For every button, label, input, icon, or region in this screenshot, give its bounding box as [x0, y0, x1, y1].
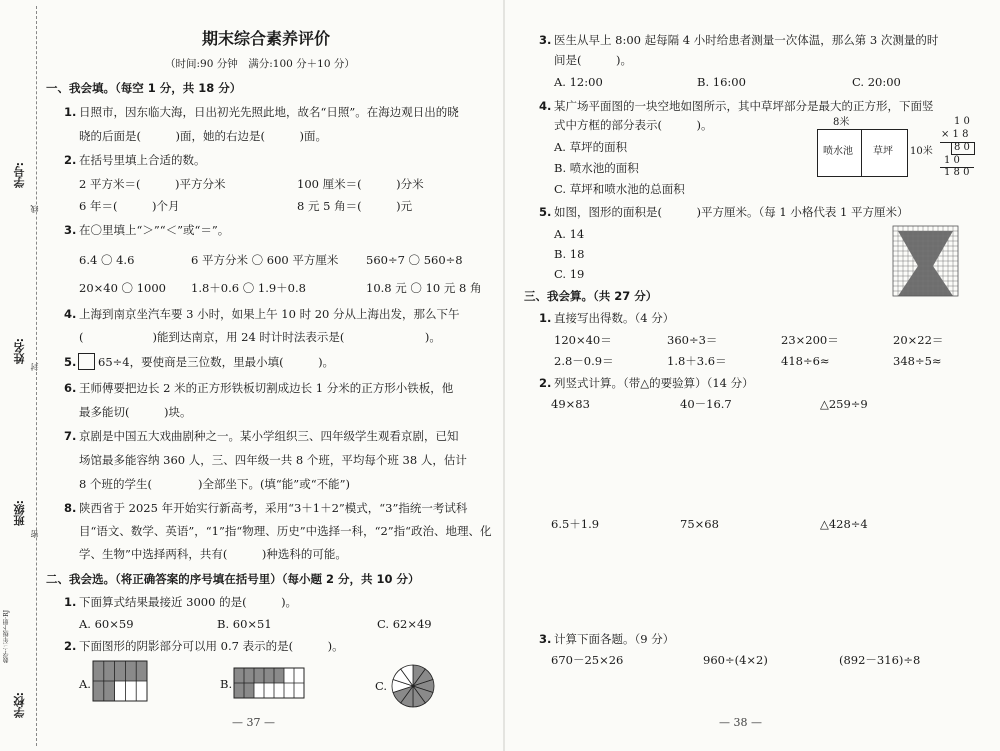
q2-c: 6 年＝( )个月	[79, 199, 180, 213]
book-info: 数学·三年级下册·RJ	[3, 610, 10, 663]
c3-line1: 医生从早上 8:00 起每隔 4 小时给患者测量一次体温，那么第 3 次测量的时	[554, 33, 939, 47]
q3-d: 20×40 〇 1000	[79, 281, 166, 295]
c4-option-a: A. 草坪的面积	[554, 140, 628, 154]
section-choose-heading: 二、我会选。（将正确答案的序号填在括号里）（每小题 2 分，共 10 分）	[46, 572, 420, 586]
binding-dashed-line	[36, 6, 37, 746]
grid-b-shaded-top	[234, 668, 284, 683]
c3-option-a: A. 12:00	[554, 75, 603, 89]
c1-text: 下面算式结果最接近 3000 的是( )。	[79, 595, 298, 609]
c4-fig-top-label: 8米	[833, 117, 850, 128]
school-label: 学校:	[13, 692, 26, 719]
c2-figure-b	[234, 668, 306, 702]
k2-text: 列竖式计算。（带△的要验算）（14 分）	[554, 376, 754, 390]
c4-figure-divider	[861, 129, 862, 177]
q3-text: 在〇里填上“＞”“＜”或“＝”。	[79, 223, 230, 237]
q1-number: 1.	[64, 105, 77, 119]
c3-option-c: C. 20:00	[852, 75, 901, 89]
c5-text: 如图，图形的面积是( )平方厘米。（每 1 小格代表 1 平方厘米）	[554, 205, 909, 219]
q5-number: 5.	[64, 355, 77, 369]
q4-line2: ( )能到达南京，用 24 时计时法表示是( )。	[79, 330, 441, 344]
c5-option-a: A. 14	[554, 227, 585, 241]
q6-line2: 最多能切( )块。	[79, 405, 192, 419]
c5-option-c: C. 19	[554, 267, 585, 281]
q8-line2: 目“语文、数学、英语”，“1”指“物理、历史”中选择一科，“2”指“政治、地理、化	[79, 524, 492, 538]
q2-number: 2.	[64, 153, 77, 167]
binding-margin	[0, 0, 39, 751]
cut-line-mark: 线	[30, 205, 39, 213]
q7-number: 7.	[64, 429, 77, 443]
q5-answer-box	[78, 353, 95, 370]
c4-fig-left-label: 喷水池	[823, 146, 853, 157]
page-title: 期末综合素养评价	[202, 29, 331, 48]
k1-item: 418÷6≈	[781, 354, 830, 368]
q7-line2: 场馆最多能容纳 360 人，三、四年级一共 8 个班，平均每个班 38 人，估计	[79, 453, 467, 467]
k2-number: 2.	[539, 376, 552, 390]
c4-calc-line1: 1 0	[954, 116, 970, 127]
k3-item: 670－25×26	[551, 653, 624, 667]
q2-b: 100 厘米＝( )分米	[297, 177, 424, 191]
k2-item: △259÷9	[820, 397, 868, 411]
c4-calc-line5: 1 8 0	[944, 167, 970, 178]
seal-line-mark: 封	[30, 363, 39, 371]
q1-line1: 日照市，因东临大海，日出初光先照此地，故名“日照”。在海边观日出的晓	[79, 105, 459, 119]
c3-number: 3.	[539, 33, 552, 47]
q8-line1: 陕西省于 2025 年开始实行新高考，采用“3＋1＋2”模式，“3”指统一考试科	[79, 501, 468, 515]
q4-line1: 上海到南京坐汽车要 3 小时，如果上午 10 时 20 分从上海出发，那么下午	[79, 307, 460, 321]
c1-option-a: A. 60×59	[79, 617, 134, 631]
q3-b: 6 平方分米 〇 600 平方厘米	[191, 253, 339, 267]
k3-item: 960÷(4×2)	[703, 653, 768, 667]
class-label: 班级:	[13, 500, 26, 527]
k1-item: 120×40＝	[554, 333, 612, 347]
q5-text: 65÷4，要使商是三位数，里最小填( )。	[98, 355, 335, 369]
k2-item: 49×83	[551, 397, 590, 411]
page-number-left: — 37 —	[232, 716, 275, 729]
c5-number: 5.	[539, 205, 552, 219]
k1-number: 1.	[539, 311, 552, 325]
c2-figure-a	[93, 661, 153, 705]
q8-line3: 学、生物”中选择两科，共有( )种选科的可能。	[79, 547, 347, 561]
k1-item: 348÷5≈	[893, 354, 942, 368]
c2-option-b: B.	[220, 677, 233, 691]
c2-number: 2.	[64, 639, 77, 653]
c3-option-b: B. 16:00	[697, 75, 746, 89]
k3-item: (892－316)÷8	[839, 653, 921, 667]
c2-figure-c	[390, 662, 440, 712]
k2-item: △428÷4	[820, 517, 868, 531]
k1-item: 1.8＋3.6＝	[667, 354, 727, 368]
page-number-right: — 38 —	[719, 716, 762, 729]
k3-text: 计算下面各题。（9 分）	[554, 632, 675, 646]
q2-text: 在括号里填上合适的数。	[79, 153, 206, 167]
k1-item: 2.8－0.9＝	[554, 354, 614, 368]
c2-option-a: A.	[79, 677, 91, 691]
c5-option-b: B. 18	[554, 247, 585, 261]
section-calc-heading: 三、我会算。（共 27 分）	[524, 289, 658, 303]
q3-a: 6.4 〇 4.6	[79, 253, 135, 267]
k1-item: 20×22＝	[893, 333, 944, 347]
c4-line2: 式中方框的部分表示( )。	[554, 118, 713, 132]
c1-option-c: C. 62×49	[377, 617, 432, 631]
c3-line2: 间是( )。	[554, 53, 632, 67]
name-label: 姓名:	[13, 338, 26, 365]
c4-option-b: B. 喷水池的面积	[554, 161, 639, 175]
exam-time-info: （时间:90 分钟 满分:100 分＋10 分）	[165, 58, 355, 70]
page-fold	[503, 0, 505, 751]
q6-number: 6.	[64, 381, 77, 395]
c4-fig-right-label: 草坪	[873, 146, 893, 157]
q3-number: 3.	[64, 223, 77, 237]
c5-figure-grid	[893, 226, 963, 298]
section-fill-heading: 一、我会填。（每空 1 分，共 18 分）	[46, 81, 242, 95]
q7-line1: 京剧是中国五大戏曲剧种之一。某小学组织三、四年级学生观看京剧，已知	[79, 429, 459, 443]
k1-item: 23×200＝	[781, 333, 839, 347]
q7-line3: 8 个班的学生( )全部坐下。(填“能”或“不能”)	[79, 477, 350, 491]
c4-option-c: C. 草坪和喷水池的总面积	[554, 182, 685, 196]
q2-d: 8 元 5 角＝( )元	[297, 199, 413, 213]
q4-number: 4.	[64, 307, 77, 321]
k1-item: 360÷3＝	[667, 333, 718, 347]
k3-number: 3.	[539, 632, 552, 646]
c2-text: 下面图形的阴影部分可以用 0.7 表示的是( )。	[79, 639, 344, 653]
c1-number: 1.	[64, 595, 77, 609]
q2-a: 2 平方米＝( )平方分米	[79, 177, 226, 191]
k2-item: 6.5＋1.9	[551, 517, 600, 531]
q1-line2: 晓的后面是( )面，她的右边是( )面。	[79, 129, 327, 143]
k2-item: 40－16.7	[680, 397, 732, 411]
k2-item: 75×68	[680, 517, 719, 531]
c2-option-c: C.	[375, 679, 388, 693]
c4-line1: 某广场平面图的一块空地如图所示，其中草坪部分是最大的正方形，下面竖	[554, 99, 934, 113]
c1-option-b: B. 60×51	[217, 617, 272, 631]
c4-number: 4.	[539, 99, 552, 113]
c4-calc-line4: 1 0	[944, 155, 960, 166]
q8-number: 8.	[64, 501, 77, 515]
c4-calc-line3: 8 0	[954, 142, 970, 153]
secret-line-mark: 密	[30, 530, 39, 538]
c4-calc-line2: × 1 8	[941, 129, 969, 140]
student-number-label: 学号:	[13, 162, 26, 189]
q3-c: 560÷7 〇 560÷8	[366, 253, 463, 267]
k1-text: 直接写出得数。（4 分）	[554, 311, 675, 325]
q3-e: 1.8＋0.6 〇 1.9＋0.8	[191, 281, 306, 295]
grid-a-shaded-row	[93, 661, 147, 681]
q3-f: 10.8 元 〇 10 元 8 角	[366, 281, 482, 295]
c4-fig-side-label: 10米	[910, 146, 933, 157]
q6-line1: 王师傅要把边长 2 米的正方形铁板切割成边长 1 分米的正方形小铁板，他	[79, 381, 454, 395]
